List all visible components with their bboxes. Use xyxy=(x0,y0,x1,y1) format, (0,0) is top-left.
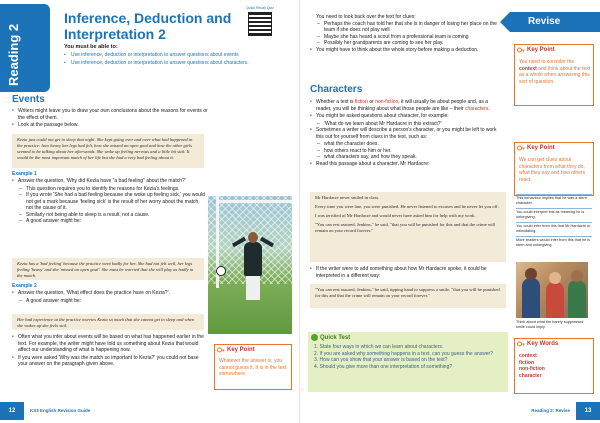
example1-block xyxy=(12,178,206,225)
annotation-note: You could interpret this as meaning he is unforgiving. xyxy=(516,208,592,222)
goalkeeper-photo xyxy=(208,196,292,334)
keyword-nonfiction: non-fiction xyxy=(375,99,399,105)
key-point-title: Key Point xyxy=(527,145,555,151)
passage-line: I was terrified of Mr Hardacre and would never have asked him for help with my work. xyxy=(315,213,476,218)
list-item: • Look at the passage below. xyxy=(12,122,208,129)
list-item: – how others react to him or her. xyxy=(310,148,504,155)
football-icon xyxy=(216,266,226,276)
key-point-box-characters xyxy=(514,142,594,196)
photo-person-head xyxy=(571,270,583,282)
objective-item: • Use inference, deduction or interpretation to answer questions about events xyxy=(64,52,290,59)
photo-person xyxy=(546,282,564,318)
annotation-note: More readers would infer from this that he is stern and unforgiving. xyxy=(516,236,592,250)
example1-question: • Answer the question, 'Why did Kezia have "a bad feeling" about the match?' xyxy=(12,178,206,185)
answer1-extract: Kezia has a 'bad feeling' because the practice went badly for her. She had not felt well, her legs feeling 'heavy' and she 'missed an open goal'. She must be worried that she will play as badly in the match. xyxy=(12,258,204,280)
quick-test-list xyxy=(314,344,504,370)
key-point-text: We can get clues about characters from what they do, what they say and how others react. xyxy=(519,157,586,183)
key-icon xyxy=(517,340,525,348)
photo-person xyxy=(568,280,586,318)
key-words-title: Key Words xyxy=(527,341,559,347)
tail-bullets xyxy=(12,334,208,369)
example1-label: Example 1 xyxy=(12,171,37,177)
key-word: fiction xyxy=(519,359,534,366)
list-item: • Read this passage about a character, Mr Hardacre: xyxy=(310,161,504,168)
annotation-note: You could infer from this that Mr Hardacre is intimidating. xyxy=(516,222,592,236)
list-item: • You might be asked questions about character, for example: xyxy=(310,113,504,120)
quick-test-item: 4. Should you give more than one interpretation of something? xyxy=(314,363,453,370)
passage-hardacre xyxy=(310,192,506,262)
footer-right xyxy=(300,400,600,423)
objectives-list xyxy=(64,52,290,68)
key-word: context xyxy=(519,353,537,359)
text-span: , it will usually be about people and, as a reader, you will be thinking about what those people are like – their xyxy=(316,99,489,112)
revise-label: Revise xyxy=(528,16,561,27)
key-icon xyxy=(217,346,225,354)
list-item: – A good answer might be: xyxy=(12,218,206,225)
quick-test-box xyxy=(308,332,508,392)
key-point-box-left xyxy=(214,344,292,390)
quick-test-item: 3. How can you show that your answer is based on the text? xyxy=(314,357,448,363)
clues-block xyxy=(310,14,500,54)
key-point-text xyxy=(519,59,591,85)
photo-person-head xyxy=(525,268,537,280)
characters-heading: Characters xyxy=(310,84,363,95)
key-word: non-fiction xyxy=(519,366,545,372)
photo-person-head xyxy=(549,272,561,284)
text-span: Whether a text is xyxy=(316,99,355,105)
passage-hardacre-alt: "You can rest assured, Jenkins," he said, tipping hand to suppress a smile, "that you will be punished for this and that the crime will remain on your record forever." xyxy=(310,284,506,308)
keyword-characters: characters xyxy=(464,105,489,112)
qr-code-icon[interactable] xyxy=(248,12,272,36)
quick-test-item: 1. State four ways in which we can learn about characters. xyxy=(314,344,444,350)
revise-tab-arrow xyxy=(500,12,510,32)
example2-block xyxy=(12,290,206,304)
key-point-text: Whatever the answer is, you cannot guess it. It is in the text somewhere. xyxy=(219,358,287,377)
example2-question: • Answer the question, 'What effect does the practice have on Kezia?'. xyxy=(12,290,206,297)
text-span: or xyxy=(367,99,376,105)
section-tab xyxy=(0,4,50,92)
key-words-box xyxy=(514,338,594,394)
list-item: – Perhaps the coach has told her that she is in danger of losing her place on the team if she does not play well xyxy=(310,21,500,34)
footer-title: Reading 2: Revise xyxy=(531,408,570,413)
objectives-label: You must be able to: xyxy=(64,44,118,50)
list-item: • Often what you infer about events will be based on what has happened earlier in the text. For example, the writer might have told us something about Kezia that would affect our understanding of what is happening now. xyxy=(12,334,208,354)
key-words-list xyxy=(519,353,591,379)
goal-crossbar xyxy=(216,200,292,203)
annotation-note: This behaviour implies that he was a stern character. xyxy=(516,194,592,208)
quick-test-icon xyxy=(311,334,318,341)
passage-line: "You can rest assured, Jenkins," he said, "that you will be punished for this and that the crime will remain on your record forever." xyxy=(315,222,496,233)
list-item: • Sometimes a writer will describe a person's character, or you might be left to work this out for yourself from clues in the text, such as: xyxy=(310,127,504,140)
keyword-fiction: fiction xyxy=(354,99,368,105)
footer-title: KS3 English Revision Guide xyxy=(30,408,91,413)
footer-left xyxy=(0,400,300,423)
list-item: – Similarly not being able to sleep is a result, not a cause. xyxy=(12,212,206,219)
char-b5-block xyxy=(310,266,506,280)
list-item: – what characters say, and how they speak. xyxy=(310,154,504,161)
text-span: You need to consider the xyxy=(519,59,575,65)
key-icon xyxy=(517,144,525,152)
photo-person xyxy=(522,278,540,318)
list-item: • If the writer were to add something about how Mr Hardacre spoke, it could be interpreted in a different way: xyxy=(310,266,506,279)
passage-line: Every time you were late, you were punished. He never listened to excuses and he never let you off. xyxy=(315,204,499,209)
objective-item: • Use inference, deduction or interpretation to answer questions about characters. xyxy=(64,60,290,67)
page-gutter xyxy=(299,0,301,423)
qr-code-block[interactable] xyxy=(246,6,274,44)
list-item xyxy=(310,99,504,112)
list-item: – Possibly her grandparents are coming to see her play. xyxy=(310,40,500,47)
list-item: • You might have to think about the whole story before making a deduction. xyxy=(310,47,500,54)
page-number: 13 xyxy=(576,402,600,420)
clues-intro: You need to look back over the text for clues: xyxy=(316,14,416,20)
page-title-line1: Inference, Deduction and xyxy=(64,10,232,26)
page-number: 12 xyxy=(0,402,24,420)
list-item: • If you were asked 'Why was the match so important to Kezia?' you could not base your answer on the paragraph given above. xyxy=(12,355,208,368)
passage-line: Mr Hardacre never smiled in class. xyxy=(315,195,380,200)
keeper-legs xyxy=(246,276,260,300)
keeper-head xyxy=(248,232,258,243)
text-span: . xyxy=(488,105,490,112)
answer2-extract: Her bad experience at the practice worries Kezia so much that she cannot get to sleep and when she wakes up she feels sick. xyxy=(12,314,204,330)
page-title-line2: Interpretation 2 xyxy=(64,26,166,42)
key-icon xyxy=(517,46,525,54)
list-item: – Maybe she has heard a scout from a professional team is coming xyxy=(310,34,500,41)
page-title xyxy=(64,10,244,42)
qr-label: Quick Recall Quiz xyxy=(246,6,274,10)
list-item: – what the character does. xyxy=(310,141,504,148)
example2-label: Example 2 xyxy=(12,283,37,289)
list-item: • Writers might leave you to draw your own conclusions about the reasons for events or the effect of them. xyxy=(12,108,208,121)
list-item: – 'What do we learn about Mr Hardacre in this extract?' xyxy=(310,121,504,128)
quick-test-item: 2. If you are asked why something happens in a text, can you guess the answer? xyxy=(314,350,493,357)
keeper-figure xyxy=(244,242,262,276)
classroom-photo xyxy=(516,262,588,318)
section-tab-label: Reading 2 xyxy=(6,23,21,86)
photo-caption: Think about what the barely suppressed smile could imply. xyxy=(516,320,584,329)
key-word: character xyxy=(519,372,542,379)
events-heading: Events xyxy=(12,94,45,105)
key-point-title: Key Point xyxy=(227,347,255,353)
text-span: and think about the text as a whole when answering this sort of question. xyxy=(519,65,591,85)
events-intro xyxy=(12,108,208,130)
list-item: – This question requires you to identify the reasons for Kezia's feelings. xyxy=(12,186,206,193)
annotation-notes xyxy=(516,194,592,250)
key-point-box-context xyxy=(514,44,594,106)
quick-test-title: Quick Test xyxy=(320,335,351,341)
list-item: – A good answer might be: xyxy=(12,298,206,305)
keyword-context: context xyxy=(519,65,537,72)
key-point-title: Key Point xyxy=(527,47,555,53)
list-item: – If you wrote 'She had a bad feeling because she woke up feeling sick,' you would not get a mark because 'feeling sick' is the result of her worry about the match, not the cause of it. xyxy=(12,192,206,212)
characters-block xyxy=(310,99,504,168)
passage-kezia: Kezia just could not get to sleep that night. She kept going over and over what had happened in the practice: how heavy her legs had felt, how she missed an open goal and how the other girls seemed to be talking about her afterwards. She woke up feeling nervous and a little bit sick. It would be the most important match of her life but she had a very bad feeling about it. xyxy=(12,134,204,168)
